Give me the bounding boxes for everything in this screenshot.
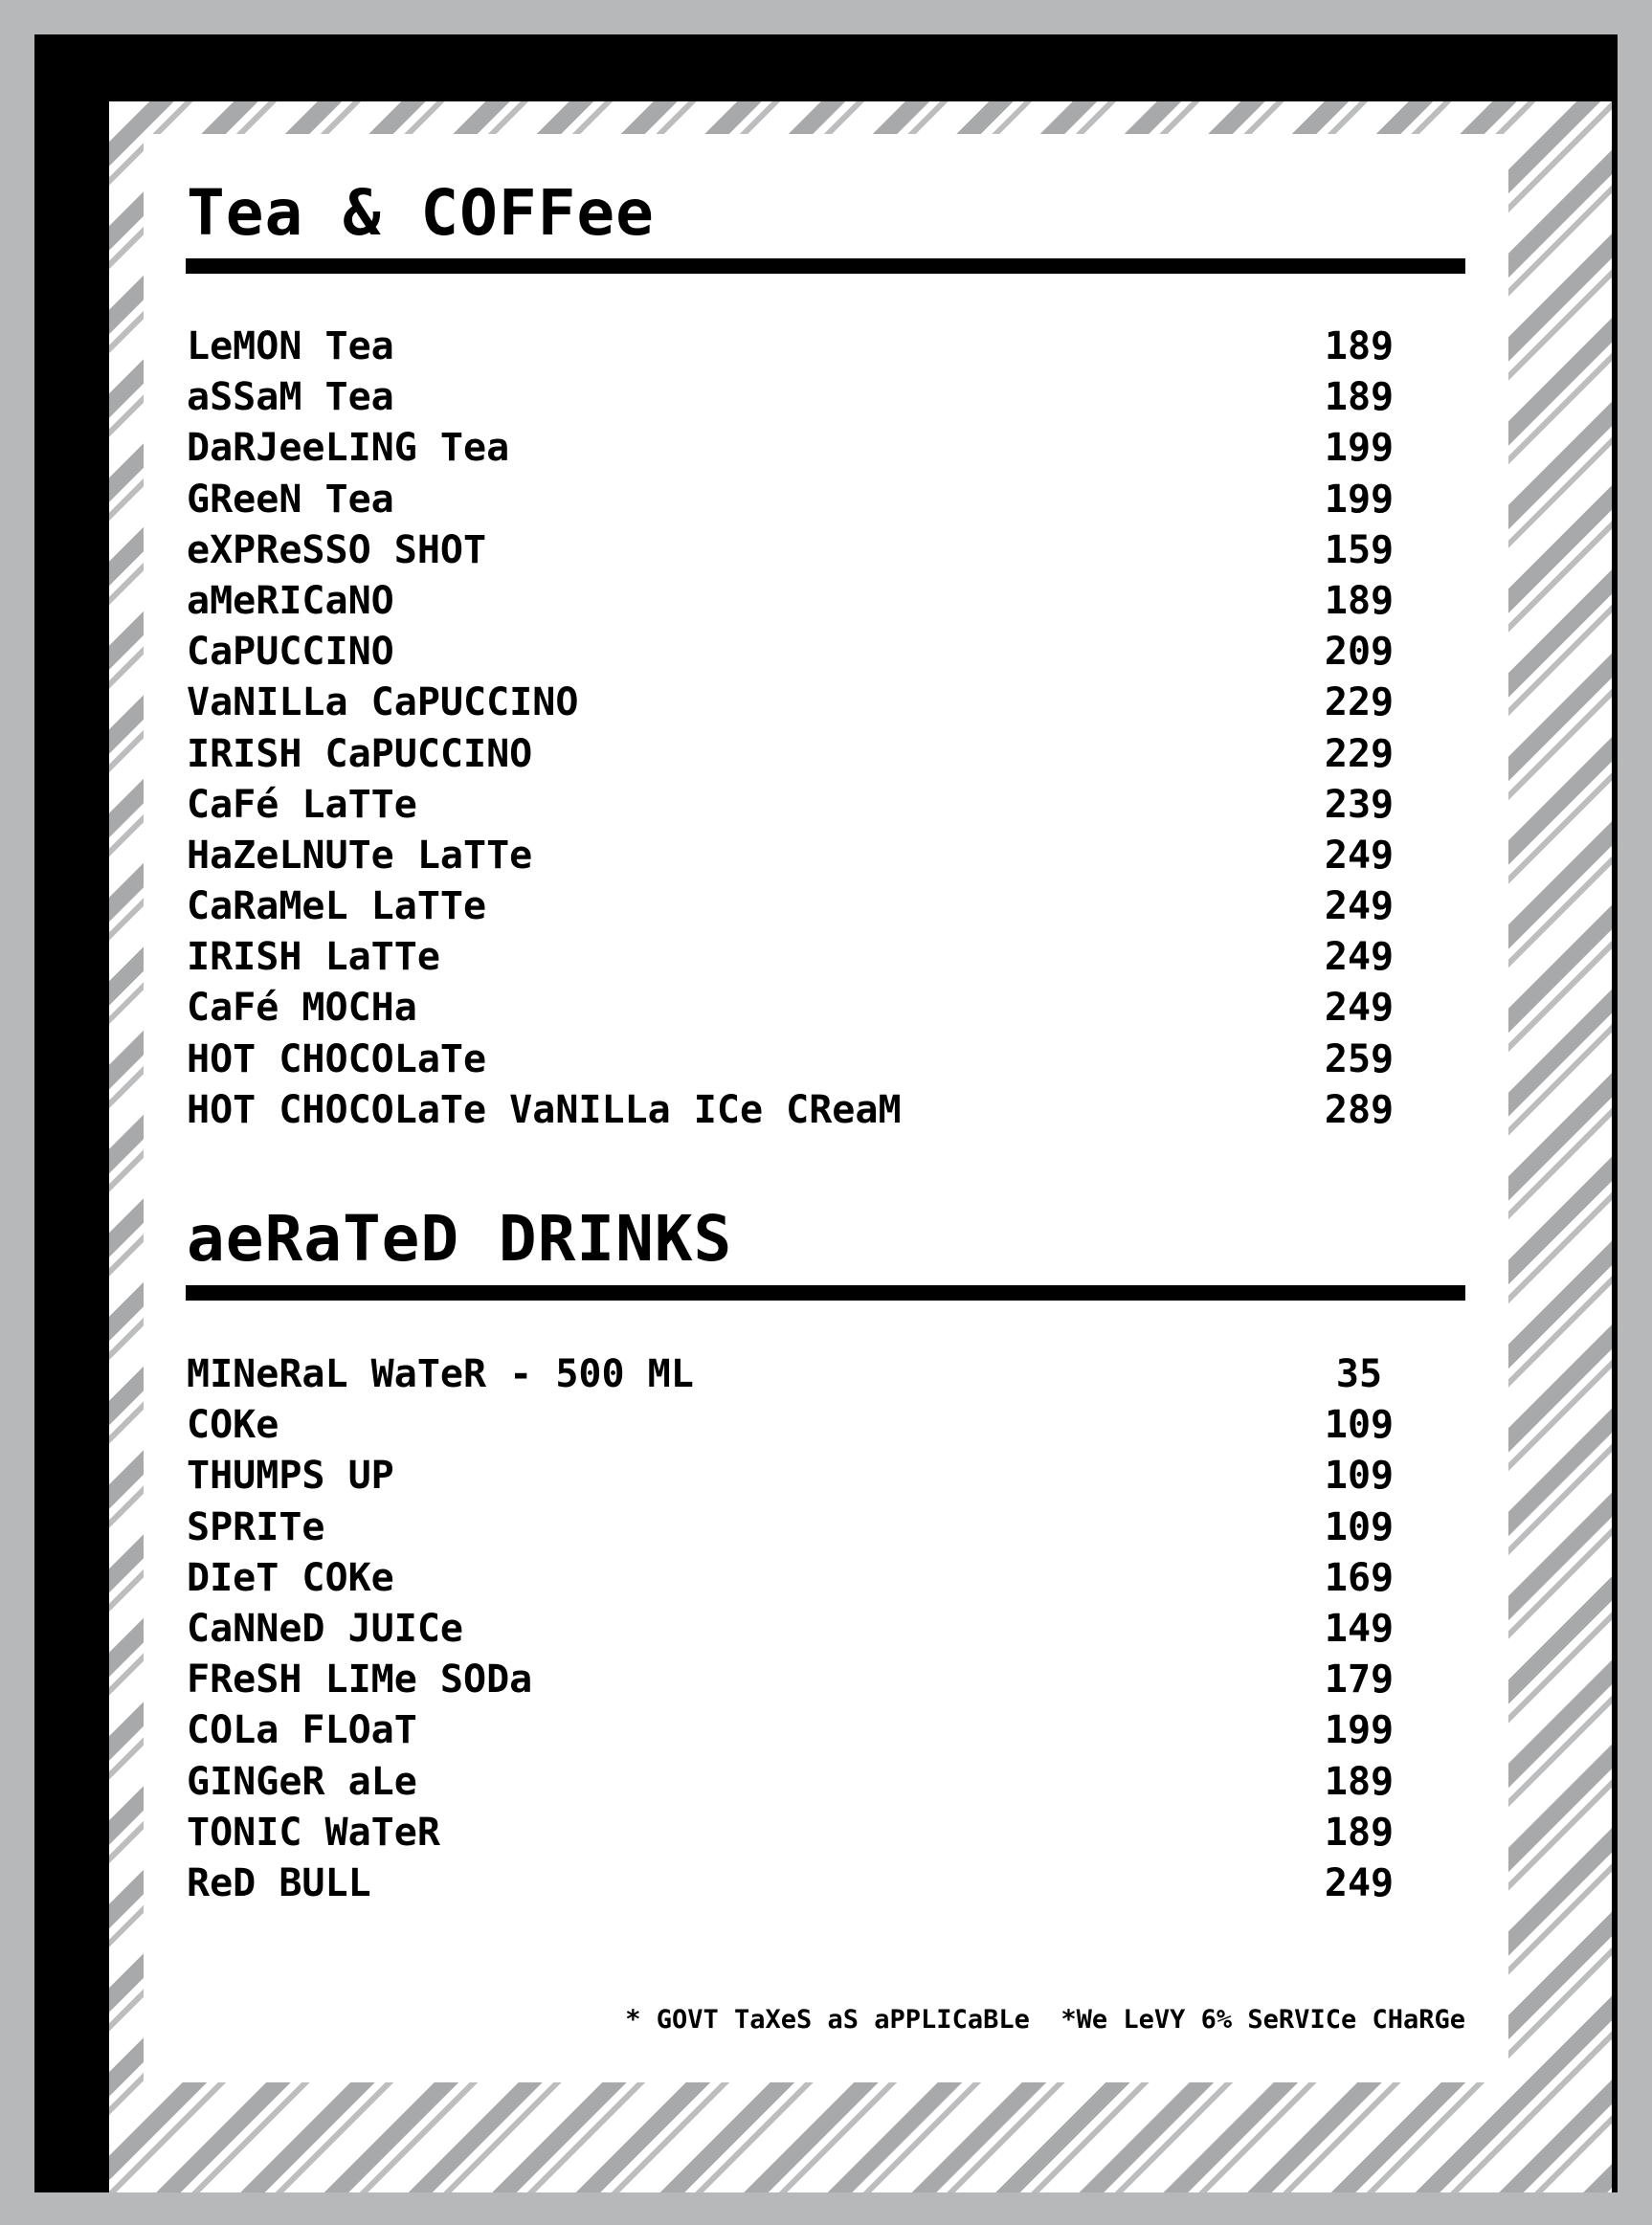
- item-price: 289: [1324, 1087, 1395, 1132]
- item-name: eXPReSSO SHOT: [187, 527, 487, 572]
- item-name: DaRJeeLING Tea: [187, 426, 510, 471]
- item-name: SPRITe: [187, 1504, 325, 1549]
- item-price: 109: [1324, 1454, 1395, 1499]
- item-name: CaNNeD JUICe: [187, 1606, 463, 1651]
- item-name: CaPUCCINO: [187, 630, 394, 675]
- item-price: 259: [1324, 1036, 1395, 1081]
- menu-item: [187, 831, 1440, 881]
- item-price: 249: [1324, 884, 1395, 929]
- menu-item: [187, 983, 1440, 1034]
- item-name: FReSH LIMe SODa: [187, 1658, 533, 1702]
- section-title-aerated-drinks: aeRaTeD DRINKS: [187, 1202, 733, 1276]
- item-price: 249: [1324, 986, 1395, 1031]
- menu-item: [187, 372, 1440, 423]
- menu-item: [187, 1604, 1440, 1655]
- tea-coffee-menu-list: [187, 322, 1440, 1136]
- menu-item: [187, 1655, 1440, 1705]
- item-name: HaZeLNUTe LaTTe: [187, 833, 533, 878]
- menu-item: [187, 423, 1440, 474]
- item-name: aMeRICaNO: [187, 578, 394, 623]
- menu-item: [187, 1808, 1440, 1858]
- menu-item: [187, 1035, 1440, 1085]
- menu-item: [187, 932, 1440, 983]
- item-name: TONIC WaTeR: [187, 1810, 440, 1855]
- item-name: GINGeR aLe: [187, 1759, 417, 1804]
- menu-item: [187, 1085, 1440, 1136]
- item-price: 159: [1324, 527, 1395, 572]
- item-price: 189: [1324, 578, 1395, 623]
- menu-item: [187, 1757, 1440, 1808]
- section-divider: [186, 1285, 1465, 1301]
- item-name: COKe: [187, 1403, 279, 1448]
- item-name: VaNILLa CaPUCCINO: [187, 680, 579, 725]
- menu-item: [187, 576, 1440, 627]
- item-name: IRISH CaPUCCINO: [187, 731, 533, 776]
- item-name: HOT CHOCOLaTe VaNILLa ICe CReaM: [187, 1087, 902, 1132]
- item-price: 199: [1324, 477, 1395, 522]
- menu-item: [187, 1705, 1440, 1756]
- item-name: MINeRaL WaTeR - 500 ML: [187, 1352, 694, 1396]
- item-name: LeMON Tea: [187, 324, 394, 368]
- menu-item: [187, 1400, 1440, 1451]
- item-price: 239: [1324, 782, 1395, 827]
- section-title-tea-coffee: Tea & COFFee: [187, 176, 655, 250]
- item-price: 189: [1324, 1759, 1395, 1804]
- item-name: CaFé MOCHa: [187, 986, 417, 1031]
- item-price: 229: [1324, 680, 1395, 725]
- item-name: CaRaMeL LaTTe: [187, 884, 487, 929]
- item-price: 179: [1324, 1658, 1395, 1702]
- item-price: 249: [1324, 833, 1395, 878]
- item-price: 169: [1324, 1555, 1395, 1600]
- menu-item: [187, 881, 1440, 932]
- item-price: 189: [1324, 1810, 1395, 1855]
- item-name: DIeT COKe: [187, 1555, 394, 1600]
- menu-content-panel: [144, 134, 1508, 2082]
- menu-item: [187, 1502, 1440, 1553]
- item-name: IRISH LaTTe: [187, 935, 440, 980]
- item-price: 199: [1324, 1708, 1395, 1753]
- menu-item: [187, 729, 1440, 780]
- item-name: COLa FLOaT: [187, 1708, 417, 1753]
- menu-item: [187, 1349, 1440, 1400]
- item-price: 189: [1324, 324, 1395, 368]
- item-name: HOT CHOCOLaTe: [187, 1036, 487, 1081]
- item-price: 249: [1324, 935, 1395, 980]
- item-name: aSSaM Tea: [187, 375, 394, 420]
- item-name: CaFé LaTTe: [187, 782, 417, 827]
- menu-item: [187, 475, 1440, 525]
- menu-item: [187, 627, 1440, 678]
- menu-item: [187, 1451, 1440, 1502]
- menu-item: [187, 678, 1440, 728]
- item-price: 209: [1324, 630, 1395, 675]
- item-name: GReeN Tea: [187, 477, 394, 522]
- item-name: ReD BULL: [187, 1860, 371, 1905]
- item-price: 189: [1324, 375, 1395, 420]
- item-price: 249: [1324, 1860, 1395, 1905]
- item-price: 109: [1324, 1504, 1395, 1549]
- item-price: 229: [1324, 731, 1395, 776]
- section-divider: [186, 258, 1465, 274]
- menu-item: [187, 525, 1440, 576]
- item-price: 35: [1335, 1352, 1383, 1396]
- item-price: 109: [1324, 1403, 1395, 1448]
- menu-item: [187, 1858, 1440, 1909]
- menu-item: [187, 780, 1440, 831]
- tax-service-charge-note: * GOVT TaXeS aS aPPLICaBLe *We LeVY 6% SeRVICe CHaRGe: [625, 2005, 1465, 2035]
- menu-item: [187, 1553, 1440, 1604]
- item-name: THUMPS UP: [187, 1454, 394, 1499]
- menu-item: [187, 322, 1440, 372]
- item-price: 199: [1324, 426, 1395, 471]
- aerated-drinks-menu-list: [187, 1349, 1440, 1909]
- item-price: 149: [1324, 1606, 1395, 1651]
